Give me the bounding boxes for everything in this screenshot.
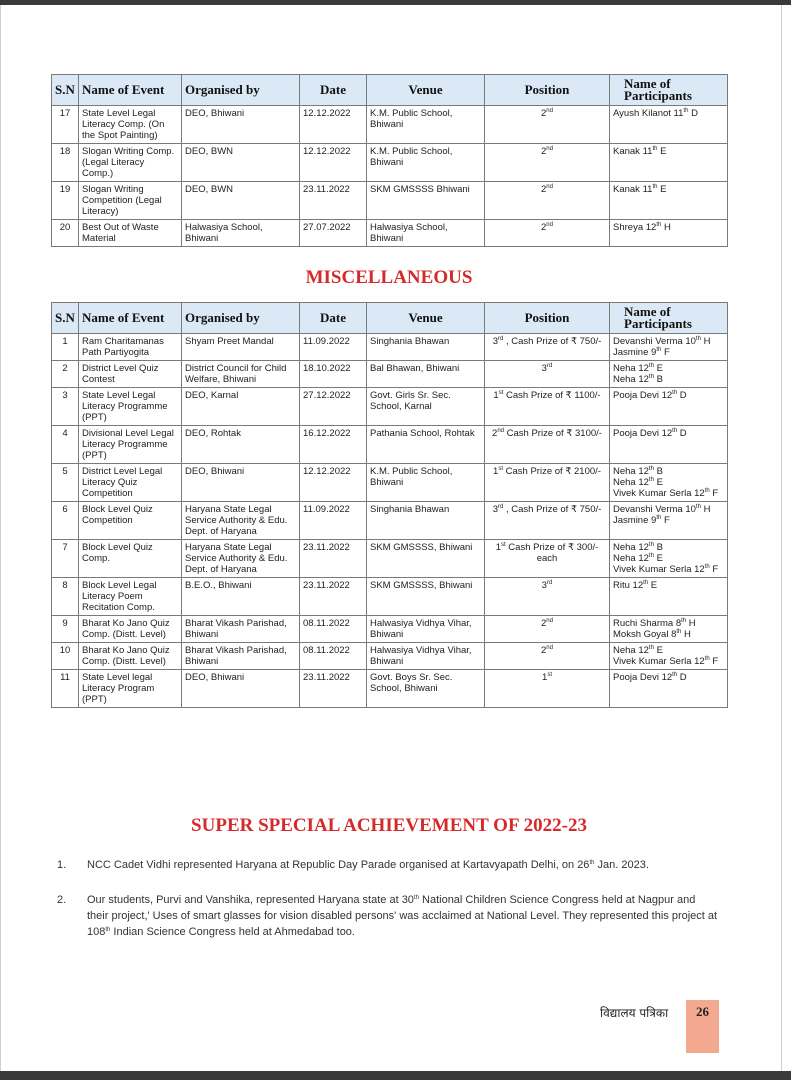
cell-date: 12.12.2022 <box>300 464 367 502</box>
cell-sn: 17 <box>52 106 79 144</box>
cell-event: Ram Charitamanas Path Partiyogita <box>79 334 182 361</box>
cell-organised: DEO, Bhiwani <box>182 106 300 144</box>
cell-position: 2nd <box>485 182 610 220</box>
cell-date: 27.07.2022 <box>300 220 367 247</box>
cell-event: State Level Legal Literacy Programme (PPT) <box>79 388 182 426</box>
table-row <box>52 502 728 540</box>
table-row <box>52 106 728 144</box>
col-event: Name of Event <box>79 303 182 334</box>
cell-sn: 10 <box>52 643 79 670</box>
cell-sn: 19 <box>52 182 79 220</box>
cell-organised: Haryana State Legal Service Authority & Edu. Dept. of Haryana <box>182 540 300 578</box>
cell-organised: DEO, Bhiwani <box>182 464 300 502</box>
cell-venue: K.M. Public School, Bhiwani <box>367 464 485 502</box>
bottom-bar <box>0 1071 791 1080</box>
achievement-text: NCC Cadet Vidhi represented Haryana at Republic Day Parade organised at Kartavyapath Delhi, on 26th Jan. 2023. <box>87 859 649 871</box>
cell-event: Bharat Ko Jano Quiz Comp. (Distt. Level) <box>79 643 182 670</box>
cell-participants: Neha 12th B Neha 12th E Vivek Kumar Serla 12th F <box>610 540 728 578</box>
cell-venue: Singhania Bhawan <box>367 502 485 540</box>
cell-participants: Pooja Devi 12th D <box>610 426 728 464</box>
table-row <box>52 643 728 670</box>
achievement-number: 2. <box>57 894 67 906</box>
cell-venue: SKM GMSSSS Bhiwani <box>367 182 485 220</box>
cell-position: 2nd <box>485 106 610 144</box>
table-row <box>52 182 728 220</box>
cell-participants: Kanak 11th E <box>610 182 728 220</box>
cell-participants: Neha 12th B Neha 12th E Vivek Kumar Serla 12th F <box>610 464 728 502</box>
table-row <box>52 670 728 708</box>
table-row <box>52 361 728 388</box>
col-position: Position <box>485 75 610 106</box>
table-header-row <box>52 303 728 334</box>
cell-venue: Halwasiya School, Bhiwani <box>367 220 485 247</box>
col-organised: Organised by <box>182 75 300 106</box>
cell-participants: Kanak 11th E <box>610 144 728 182</box>
cell-date: 23.11.2022 <box>300 670 367 708</box>
page-number: 26 <box>696 1004 709 1019</box>
cell-organised: Halwasiya School, Bhiwani <box>182 220 300 247</box>
cell-organised: Shyam Preet Mandal <box>182 334 300 361</box>
cell-organised: DEO, BWN <box>182 144 300 182</box>
cell-event: Bharat Ko Jano Quiz Comp. (Distt. Level) <box>79 616 182 643</box>
cell-venue: Govt. Boys Sr. Sec. School, Bhiwani <box>367 670 485 708</box>
cell-venue: Halwasiya Vidhya Vihar, Bhiwani <box>367 643 485 670</box>
cell-date: 12.12.2022 <box>300 106 367 144</box>
cell-sn: 20 <box>52 220 79 247</box>
table-row <box>52 540 728 578</box>
table-row <box>52 464 728 502</box>
cell-position: 3rd , Cash Prize of ₹ 750/- <box>485 502 610 540</box>
table-row <box>52 388 728 426</box>
cell-venue: K.M. Public School, Bhiwani <box>367 106 485 144</box>
cell-event: Block Level Quiz Comp. <box>79 540 182 578</box>
cell-participants: Neha 12th E Neha 12th B <box>610 361 728 388</box>
cell-event: Block Level Legal Literacy Poem Recitation Comp. <box>79 578 182 616</box>
cell-venue: Pathania School, Rohtak <box>367 426 485 464</box>
col-venue: Venue <box>367 303 485 334</box>
table-header-row <box>52 75 728 106</box>
table-row <box>52 578 728 616</box>
cell-position: 1st Cash Prize of ₹ 2100/- <box>485 464 610 502</box>
cell-participants: Neha 12th E Vivek Kumar Serla 12th F <box>610 643 728 670</box>
col-venue: Venue <box>367 75 485 106</box>
cell-position: 3rd <box>485 361 610 388</box>
cell-organised: Bharat Vikash Parishad, Bhiwani <box>182 616 300 643</box>
col-participants: Name of Participants <box>610 75 728 106</box>
miscellaneous-heading: MISCELLANEOUS <box>305 267 473 288</box>
cell-participants: Ruchi Sharma 8th H Moksh Goyal 8th H <box>610 616 728 643</box>
cell-position: 1st Cash Prize of ₹ 1100/- <box>485 388 610 426</box>
cell-event: State Level Legal Literacy Comp. (On the Spot Painting) <box>79 106 182 144</box>
col-event: Name of Event <box>79 75 182 106</box>
cell-participants: Devanshi Verma 10th H Jasmine 9th F <box>610 334 728 361</box>
cell-organised: District Council for Child Welfare, Bhiwani <box>182 361 300 388</box>
cell-date: 16.12.2022 <box>300 426 367 464</box>
cell-date: 08.11.2022 <box>300 643 367 670</box>
page-number-box <box>686 1000 719 1053</box>
cell-sn: 7 <box>52 540 79 578</box>
cell-venue: K.M. Public School, Bhiwani <box>367 144 485 182</box>
col-sn: S.N <box>52 303 79 334</box>
cell-event: District Level Legal Literacy Quiz Competition <box>79 464 182 502</box>
col-date: Date <box>300 303 367 334</box>
cell-date: 27.12.2022 <box>300 388 367 426</box>
cell-participants: Shreya 12th H <box>610 220 728 247</box>
cell-date: 23.11.2022 <box>300 578 367 616</box>
cell-participants: Ayush Kilanot 11th D <box>610 106 728 144</box>
cell-sn: 5 <box>52 464 79 502</box>
col-date: Date <box>300 75 367 106</box>
cell-participants: Pooja Devi 12th D <box>610 388 728 426</box>
cell-sn: 3 <box>52 388 79 426</box>
col-organised: Organised by <box>182 303 300 334</box>
achievement-number: 1. <box>57 859 67 871</box>
events-table-continued <box>51 74 728 247</box>
table-row <box>52 334 728 361</box>
cell-organised: Haryana State Legal Service Authority & Edu. Dept. of Haryana <box>182 502 300 540</box>
miscellaneous-table <box>51 302 728 708</box>
achievement-text: Our students, Purvi and Vanshika, represented Haryana state at 30th National Children Science Congress held at Nagpur and their project,' Uses of smart glasses for vision disabled persons' was acclaimed at National Level. They represented this project at 108th Indian Science Congress held at Ahmedabad too. <box>87 894 718 938</box>
table-row <box>52 144 728 182</box>
cell-venue: SKM GMSSSS, Bhiwani <box>367 578 485 616</box>
cell-event: District Level Quiz Contest <box>79 361 182 388</box>
col-participants: Name of Participants <box>610 303 728 334</box>
cell-organised: B.E.O., Bhiwani <box>182 578 300 616</box>
cell-position: 2nd <box>485 643 610 670</box>
cell-sn: 18 <box>52 144 79 182</box>
table-row <box>52 426 728 464</box>
cell-event: Slogan Writing Competition (Legal Literacy) <box>79 182 182 220</box>
cell-event: Best Out of Waste Material <box>79 220 182 247</box>
cell-date: 11.09.2022 <box>300 502 367 540</box>
cell-position: 2nd <box>485 220 610 247</box>
cell-position: 2nd <box>485 616 610 643</box>
cell-sn: 1 <box>52 334 79 361</box>
cell-organised: DEO, Bhiwani <box>182 670 300 708</box>
cell-sn: 9 <box>52 616 79 643</box>
cell-date: 23.11.2022 <box>300 182 367 220</box>
cell-position: 1st Cash Prize of ₹ 300/- each <box>485 540 610 578</box>
col-sn: S.N <box>52 75 79 106</box>
cell-position: 2nd Cash Prize of ₹ 3100/- <box>485 426 610 464</box>
col-position: Position <box>485 303 610 334</box>
cell-event: Slogan Writing Comp. (Legal Literacy Comp.) <box>79 144 182 182</box>
cell-position: 2nd <box>485 144 610 182</box>
cell-organised: DEO, Rohtak <box>182 426 300 464</box>
page-border-left <box>0 5 1 1071</box>
achievement-heading: SUPER SPECIAL ACHIEVEMENT OF 2022-23 <box>191 815 587 836</box>
magazine-name: विद्यालय पत्रिका <box>600 1006 669 1020</box>
cell-position: 3rd , Cash Prize of ₹ 750/- <box>485 334 610 361</box>
cell-venue: Singhania Bhawan <box>367 334 485 361</box>
cell-participants: Ritu 12th E <box>610 578 728 616</box>
cell-event: State Level legal Literacy Program (PPT) <box>79 670 182 708</box>
cell-venue: Bal Bhawan, Bhiwani <box>367 361 485 388</box>
cell-participants: Pooja Devi 12th D <box>610 670 728 708</box>
cell-organised: Bharat Vikash Parishad, Bhiwani <box>182 643 300 670</box>
cell-date: 08.11.2022 <box>300 616 367 643</box>
cell-sn: 8 <box>52 578 79 616</box>
cell-position: 3rd <box>485 578 610 616</box>
cell-venue: Halwasiya Vidhya Vihar, Bhiwani <box>367 616 485 643</box>
cell-venue: SKM GMSSSS, Bhiwani <box>367 540 485 578</box>
cell-date: 23.11.2022 <box>300 540 367 578</box>
table2-body <box>52 334 728 708</box>
cell-organised: DEO, BWN <box>182 182 300 220</box>
cell-position: 1st <box>485 670 610 708</box>
cell-venue: Govt. Girls Sr. Sec. School, Karnal <box>367 388 485 426</box>
page-border-right <box>781 5 782 1071</box>
cell-organised: DEO, Karnal <box>182 388 300 426</box>
table-row <box>52 220 728 247</box>
cell-sn: 11 <box>52 670 79 708</box>
table-row <box>52 616 728 643</box>
cell-sn: 4 <box>52 426 79 464</box>
cell-date: 12.12.2022 <box>300 144 367 182</box>
cell-sn: 2 <box>52 361 79 388</box>
top-bar <box>0 0 791 5</box>
cell-date: 11.09.2022 <box>300 334 367 361</box>
cell-date: 18.10.2022 <box>300 361 367 388</box>
cell-sn: 6 <box>52 502 79 540</box>
cell-event: Divisional Level Legal Literacy Programme (PPT) <box>79 426 182 464</box>
table1-body <box>52 106 728 247</box>
cell-participants: Devanshi Verma 10th H Jasmine 9th F <box>610 502 728 540</box>
cell-event: Block Level Quiz Competition <box>79 502 182 540</box>
